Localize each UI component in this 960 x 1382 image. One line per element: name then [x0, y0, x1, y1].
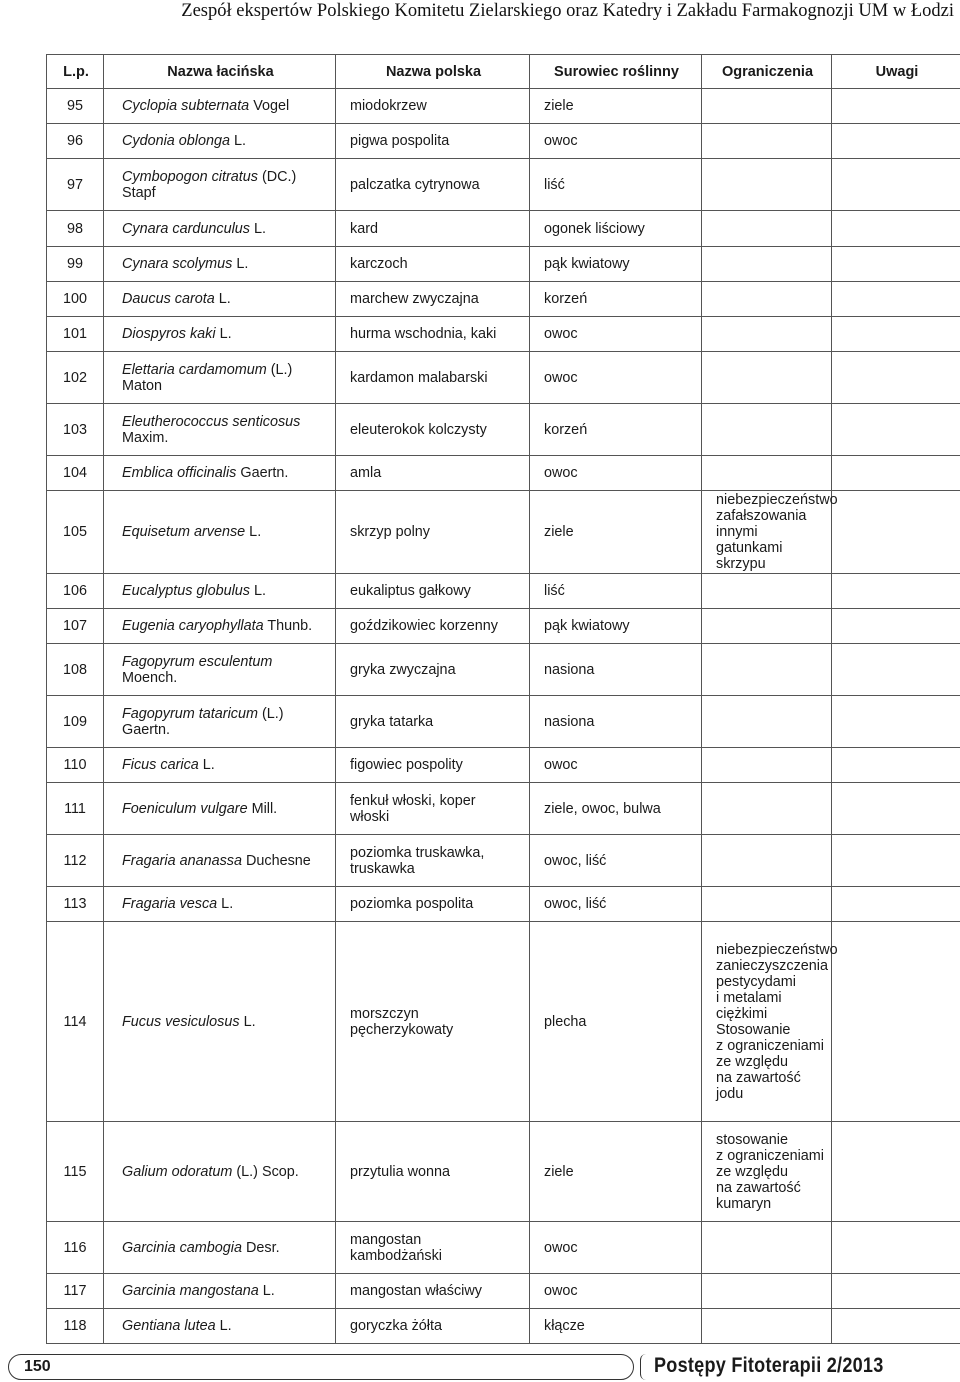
restrictions: niebezpieczeństwo zafałszowania innymi gatunkami skrzypu [702, 491, 832, 574]
latin-species: Diospyros kaki [122, 326, 216, 342]
restrictions [702, 89, 832, 124]
latin-name [104, 124, 336, 159]
raw-material: ziele [530, 491, 702, 574]
table-row [47, 644, 960, 696]
raw-material: kłącze [530, 1309, 702, 1344]
latin-author: Thunb. [263, 618, 313, 634]
col-header-raw-material: Surowiec roślinny [530, 55, 702, 89]
table-row [47, 211, 960, 247]
restrictions [702, 404, 832, 456]
latin-name [104, 89, 336, 124]
latin-author: Desr. [241, 1239, 280, 1256]
table-row [47, 317, 960, 352]
latin-species: Cynara scolymus [122, 256, 233, 272]
latin-species: Cynara cardunculus [122, 220, 250, 237]
latin-author: L. [258, 1283, 275, 1299]
row-number: 97 [47, 159, 104, 211]
latin-name [104, 247, 336, 282]
polish-name: gryka zwyczajna [336, 644, 530, 696]
latin-name [104, 644, 336, 696]
row-number: 109 [47, 696, 104, 748]
latin-species: Equisetum arvense [122, 524, 246, 540]
latin-author: L. [215, 326, 232, 342]
page-number: 150 [24, 1358, 51, 1375]
table-row [47, 1222, 960, 1274]
polish-name: goryczka żółta [336, 1309, 530, 1344]
row-number: 104 [47, 456, 104, 491]
latin-author: L. [198, 757, 215, 773]
latin-author: L. [215, 1318, 232, 1334]
row-number: 101 [47, 317, 104, 352]
raw-material: korzeń [530, 404, 702, 456]
row-number: 107 [47, 609, 104, 644]
polish-name: poziomka truskawka, truskawka [336, 835, 530, 887]
notes [832, 247, 960, 282]
row-number: 111 [47, 783, 104, 835]
raw-material: pąk kwiatowy [530, 609, 702, 644]
table-row [47, 404, 960, 456]
latin-author: L. [217, 896, 234, 912]
notes [832, 887, 960, 922]
latin-name [104, 609, 336, 644]
polish-name: karczoch [336, 247, 530, 282]
latin-species: Elettaria cardamomum [122, 361, 267, 378]
polish-name: morszczyn pęcherzykowaty [336, 922, 530, 1122]
latin-name [104, 783, 336, 835]
polish-name: palczatka cytrynowa [336, 159, 530, 211]
notes [832, 211, 960, 247]
notes [832, 89, 960, 124]
latin-author: Moench. [122, 669, 178, 686]
polish-name: goździkowiec korzenny [336, 609, 530, 644]
table-row [47, 887, 960, 922]
latin-author: (L.) Gaertn. [122, 705, 284, 738]
polish-name: mangostan kambodżański [336, 1222, 530, 1274]
latin-species: Ficus carica [122, 757, 199, 773]
restrictions [702, 159, 832, 211]
polish-name: mangostan właściwy [336, 1274, 530, 1309]
notes [832, 1122, 960, 1222]
latin-author: (L.) Maton [122, 361, 293, 394]
latin-species: Galium odoratum [122, 1163, 233, 1180]
notes [832, 282, 960, 317]
raw-material: owoc [530, 352, 702, 404]
row-number: 95 [47, 89, 104, 124]
restrictions [702, 352, 832, 404]
notes [832, 159, 960, 211]
row-number: 99 [47, 247, 104, 282]
row-number: 96 [47, 124, 104, 159]
table-row [47, 696, 960, 748]
table-row [47, 456, 960, 491]
row-number: 116 [47, 1222, 104, 1274]
latin-name [104, 211, 336, 247]
latin-species: Eleutherococcus senticosus [122, 413, 301, 430]
latin-species: Garcinia cambogia [122, 1239, 242, 1256]
raw-material: nasiona [530, 644, 702, 696]
col-header-latin: Nazwa łacińska [104, 55, 336, 89]
latin-author: Mill. [247, 800, 278, 817]
row-number: 100 [47, 282, 104, 317]
notes [832, 574, 960, 609]
restrictions [702, 574, 832, 609]
latin-name [104, 835, 336, 887]
restrictions [702, 644, 832, 696]
polish-name: marchew zwyczajna [336, 282, 530, 317]
row-number: 115 [47, 1122, 104, 1222]
polish-name: kardamon malabarski [336, 352, 530, 404]
table-row [47, 835, 960, 887]
latin-name [104, 1122, 336, 1222]
latin-species: Fragaria vesca [122, 896, 218, 912]
table-row [47, 491, 960, 574]
raw-material: owoc [530, 317, 702, 352]
raw-material: ogonek liściowy [530, 211, 702, 247]
latin-name [104, 456, 336, 491]
restrictions [702, 456, 832, 491]
col-header-restrictions: Ograniczenia [702, 55, 832, 89]
notes [832, 835, 960, 887]
latin-author: Vogel [249, 98, 290, 114]
notes [832, 922, 960, 1122]
latin-species: Garcinia mangostana [122, 1283, 259, 1299]
raw-material: liść [530, 574, 702, 609]
raw-material: owoc [530, 124, 702, 159]
raw-material: ziele [530, 89, 702, 124]
latin-author: L. [230, 133, 247, 149]
col-header-polish: Nazwa polska [336, 55, 530, 89]
row-number: 112 [47, 835, 104, 887]
latin-name [104, 1309, 336, 1344]
table-row [47, 1122, 960, 1222]
restrictions [702, 1222, 832, 1274]
restrictions [702, 609, 832, 644]
latin-author: L. [214, 291, 231, 307]
running-head: Zespół ekspertów Polskiego Komitetu Zielarskiego oraz Katedry i Zakładu Farmakognozji UM w Łodzi [181, 1, 954, 21]
raw-material: owoc [530, 1222, 702, 1274]
raw-material: owoc [530, 1274, 702, 1309]
restrictions [702, 317, 832, 352]
latin-name [104, 1222, 336, 1274]
footer-divider [640, 1354, 646, 1380]
latin-name [104, 696, 336, 748]
row-number: 106 [47, 574, 104, 609]
latin-author: Duchesne [242, 852, 311, 869]
row-number: 108 [47, 644, 104, 696]
restrictions [702, 783, 832, 835]
raw-material: owoc [530, 456, 702, 491]
latin-species: Fagopyrum tataricum [122, 705, 258, 722]
polish-name: eukaliptus gałkowy [336, 574, 530, 609]
notes [832, 317, 960, 352]
latin-name [104, 491, 336, 574]
table-row [47, 247, 960, 282]
latin-author: L. [245, 524, 262, 540]
restrictions [702, 835, 832, 887]
col-header-lp: L.p. [47, 55, 104, 89]
latin-name [104, 317, 336, 352]
polish-name: hurma wschodnia, kaki [336, 317, 530, 352]
latin-author: Maxim. [122, 429, 169, 446]
restrictions [702, 247, 832, 282]
latin-species: Eucalyptus globulus [122, 583, 250, 599]
table-row [47, 352, 960, 404]
table-row [47, 574, 960, 609]
row-number: 114 [47, 922, 104, 1122]
raw-material: liść [530, 159, 702, 211]
table-row [47, 922, 960, 1122]
col-header-notes: Uwagi [832, 55, 960, 89]
restrictions [702, 282, 832, 317]
row-number: 103 [47, 404, 104, 456]
latin-author: Gaertn. [236, 465, 289, 481]
notes [832, 124, 960, 159]
latin-name [104, 922, 336, 1122]
row-number: 118 [47, 1309, 104, 1344]
table-row [47, 609, 960, 644]
restrictions [702, 1309, 832, 1344]
table-row [47, 1309, 960, 1344]
latin-name [104, 574, 336, 609]
row-number: 105 [47, 491, 104, 574]
notes [832, 491, 960, 574]
polish-name: gryka tatarka [336, 696, 530, 748]
latin-species: Eugenia caryophyllata [122, 618, 264, 634]
latin-species: Cydonia oblonga [122, 133, 231, 149]
table-row [47, 1274, 960, 1309]
polish-name: eleuterokok kolczysty [336, 404, 530, 456]
latin-name [104, 887, 336, 922]
notes [832, 404, 960, 456]
latin-species: Fragaria ananassa [122, 852, 242, 869]
latin-name [104, 1274, 336, 1309]
latin-species: Gentiana lutea [122, 1318, 216, 1334]
row-number: 110 [47, 748, 104, 783]
latin-author: (L.) Scop. [232, 1163, 299, 1180]
table-row [47, 748, 960, 783]
raw-material: owoc, liść [530, 887, 702, 922]
footer-bar [8, 1354, 634, 1380]
row-number: 102 [47, 352, 104, 404]
table-header-row [47, 55, 960, 89]
table-row [47, 159, 960, 211]
polish-name: figowiec pospolity [336, 748, 530, 783]
notes [832, 644, 960, 696]
row-number: 98 [47, 211, 104, 247]
table-row [47, 282, 960, 317]
restrictions: stosowanie z ograniczeniami ze względu na zawartość kumaryn [702, 1122, 832, 1222]
notes [832, 352, 960, 404]
notes [832, 748, 960, 783]
polish-name: miodokrzew [336, 89, 530, 124]
restrictions [702, 887, 832, 922]
restrictions [702, 124, 832, 159]
raw-material: owoc [530, 748, 702, 783]
latin-species: Fagopyrum esculentum [122, 653, 273, 670]
latin-author: L. [239, 1013, 256, 1030]
latin-species: Foeniculum vulgare [122, 800, 248, 817]
latin-author: L. [249, 220, 266, 237]
journal-title: Postępy Fitoterapii 2/2013 [654, 1354, 884, 1377]
notes [832, 1274, 960, 1309]
table-row [47, 124, 960, 159]
latin-species: Emblica officinalis [122, 465, 237, 481]
latin-author: L. [232, 256, 249, 272]
raw-material: korzeń [530, 282, 702, 317]
polish-name: fenkuł włoski, koper włoski [336, 783, 530, 835]
raw-material: pąk kwiatowy [530, 247, 702, 282]
latin-name [104, 352, 336, 404]
polish-name: przytulia wonna [336, 1122, 530, 1222]
latin-species: Cymbopogon citratus [122, 168, 258, 185]
raw-material: ziele [530, 1122, 702, 1222]
polish-name: amla [336, 456, 530, 491]
table-row [47, 89, 960, 124]
latin-species: Cyclopia subternata [122, 98, 250, 114]
row-number: 117 [47, 1274, 104, 1309]
herbs-table [46, 54, 960, 1344]
polish-name: skrzyp polny [336, 491, 530, 574]
latin-name [104, 282, 336, 317]
latin-name [104, 748, 336, 783]
latin-name [104, 404, 336, 456]
notes [832, 609, 960, 644]
polish-name: poziomka pospolita [336, 887, 530, 922]
raw-material: ziele, owoc, bulwa [530, 783, 702, 835]
table-row [47, 783, 960, 835]
row-number: 113 [47, 887, 104, 922]
restrictions [702, 1274, 832, 1309]
restrictions [702, 211, 832, 247]
notes [832, 1222, 960, 1274]
restrictions [702, 696, 832, 748]
raw-material: nasiona [530, 696, 702, 748]
notes [832, 456, 960, 491]
notes [832, 783, 960, 835]
latin-author: (DC.) Stapf [122, 168, 297, 201]
raw-material: owoc, liść [530, 835, 702, 887]
polish-name: kard [336, 211, 530, 247]
polish-name: pigwa pospolita [336, 124, 530, 159]
raw-material: plecha [530, 922, 702, 1122]
notes [832, 1309, 960, 1344]
restrictions [702, 748, 832, 783]
latin-name [104, 159, 336, 211]
restrictions: niebezpieczeństwo zanieczyszczenia pestycydami i metalami ciężkimi Stosowanie z ograniczeniami ze względu na zawartość jodu [702, 922, 832, 1122]
latin-author: L. [250, 583, 266, 599]
latin-species: Fucus vesiculosus [122, 1013, 240, 1030]
latin-species: Daucus carota [122, 291, 215, 307]
notes [832, 696, 960, 748]
